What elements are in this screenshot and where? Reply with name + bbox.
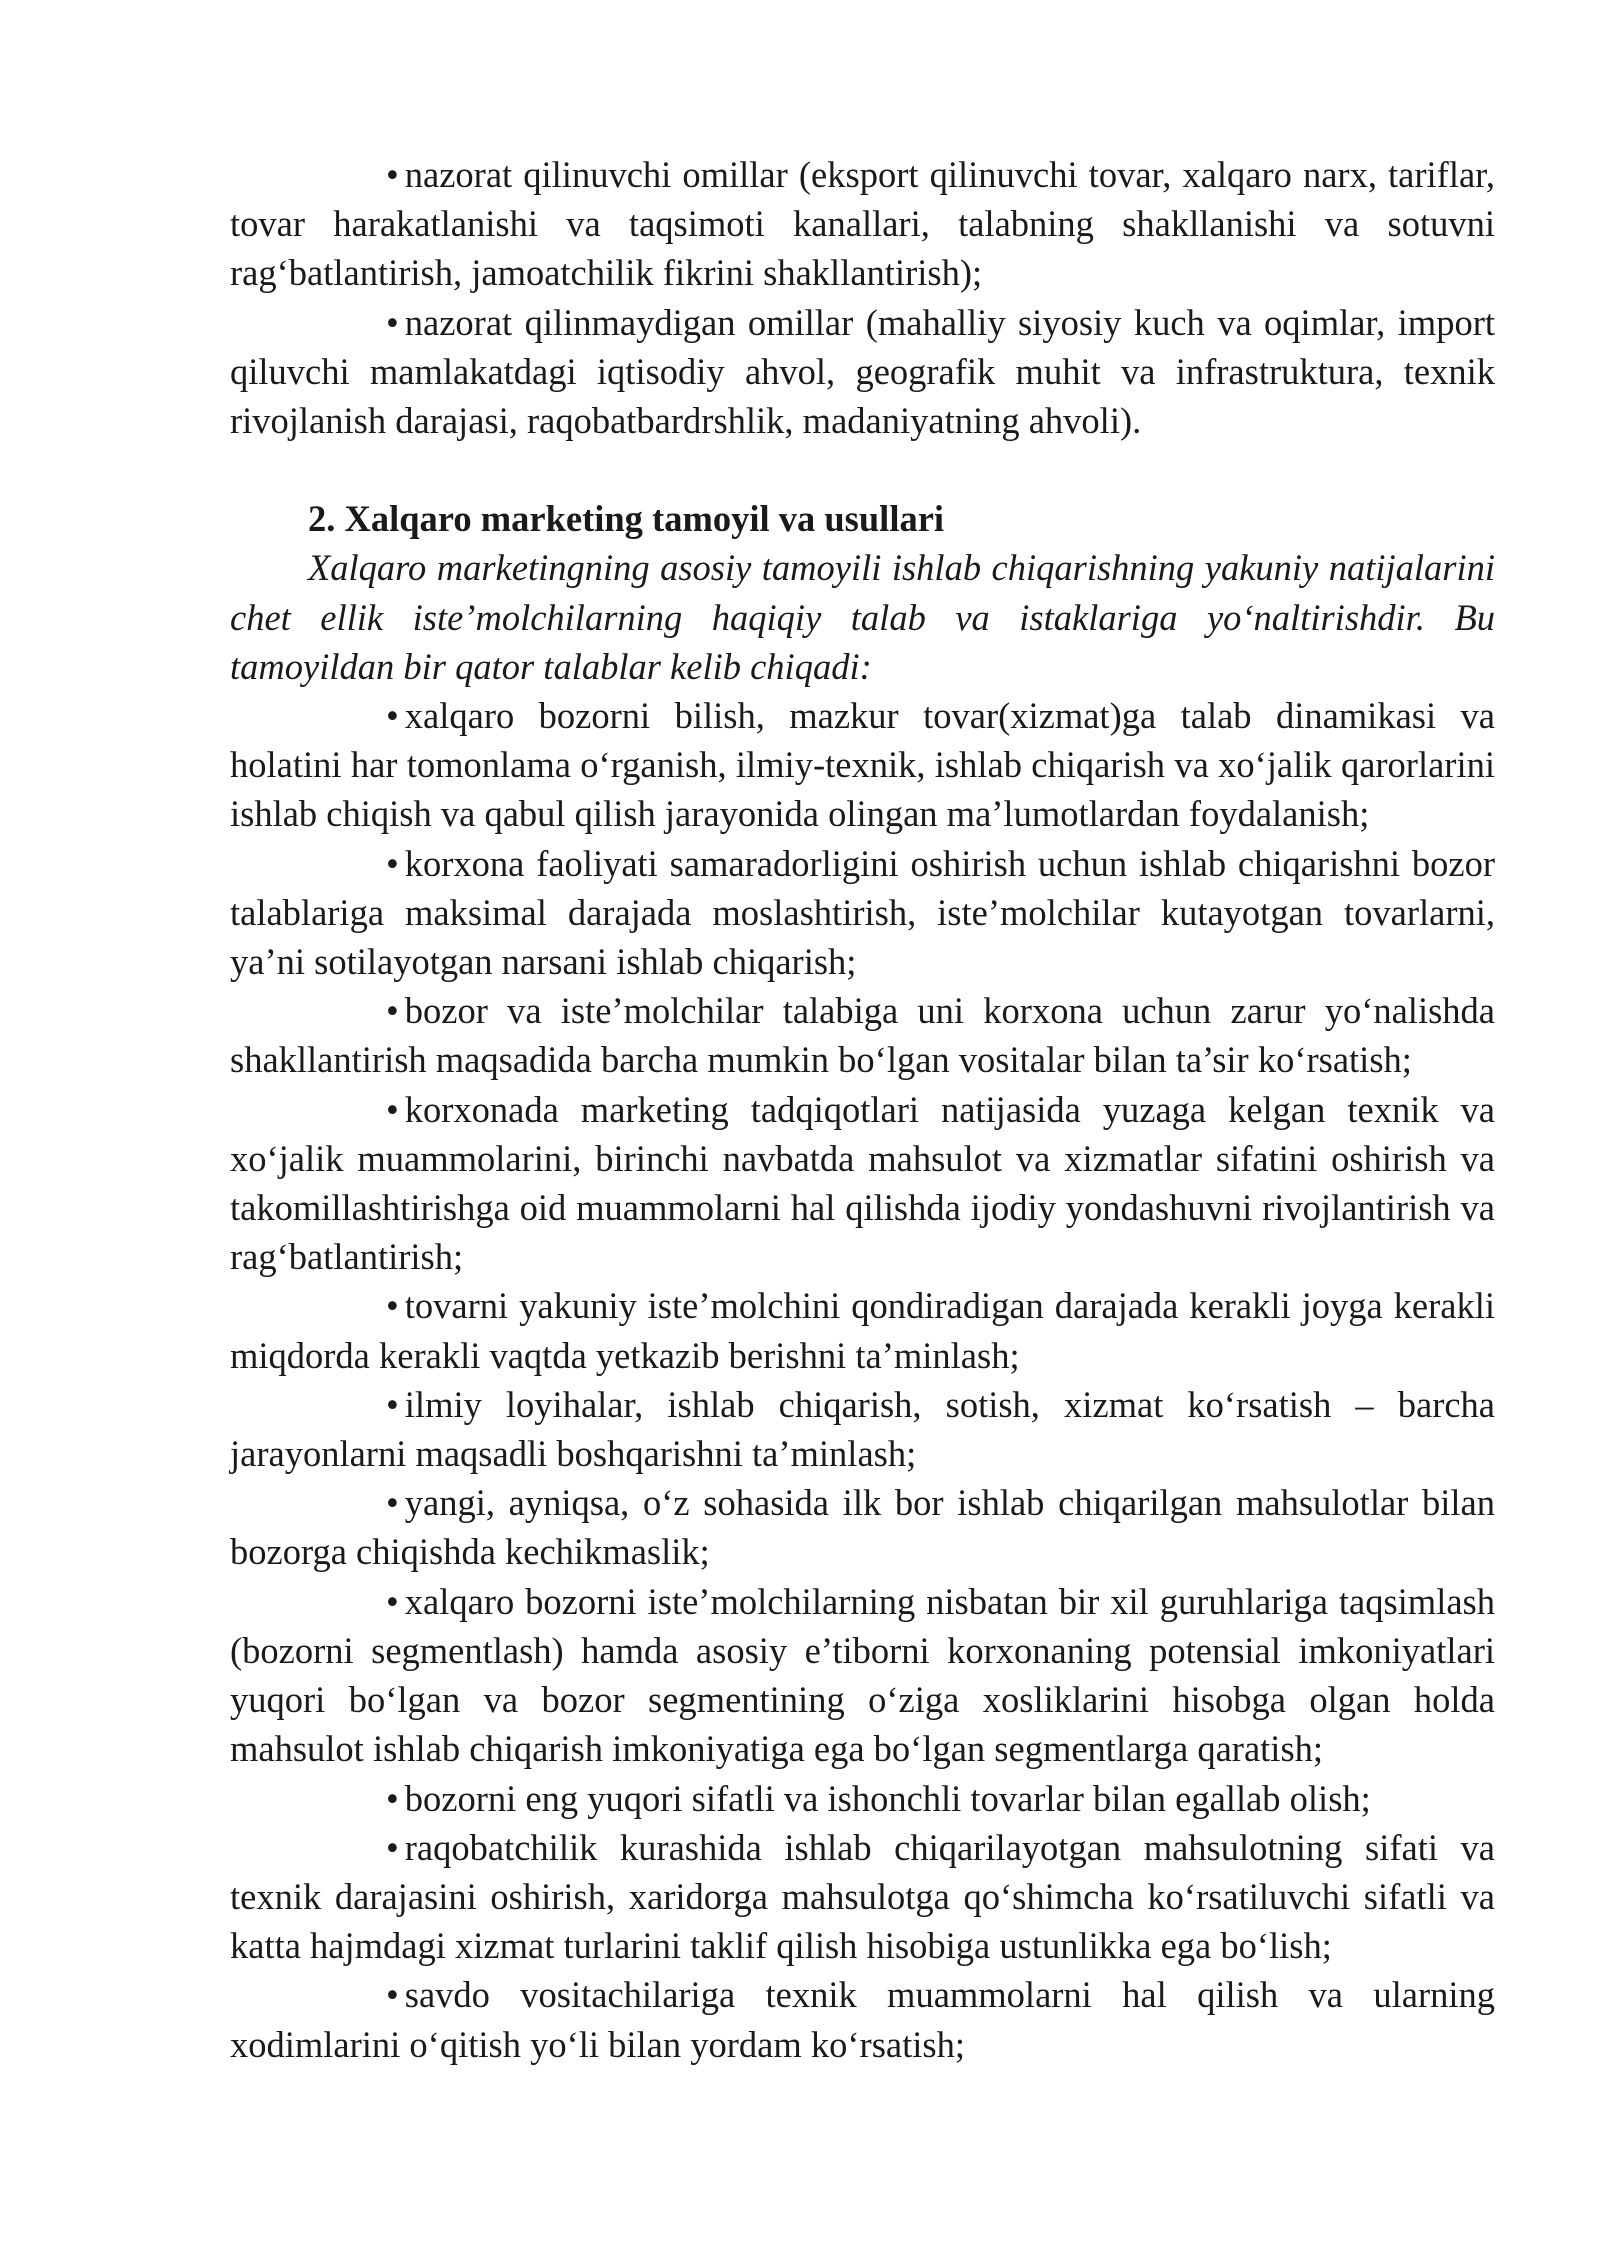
bullet-item [230, 1085, 1495, 1282]
bullet-icon: • [386, 990, 399, 1032]
bullet-item [230, 1577, 1495, 1774]
bullet-icon: • [386, 842, 399, 884]
bullet-text: tovarni yakuniy iste’molchini qondiradigan darajada kerakli joyga kerakli miqdorda kerakli vaqtda yetkazib berishni ta’minlash; [230, 1285, 1495, 1376]
bullet-text: raqobatchilik kurashida ishlab chiqarilayotgan mahsulotning sifati va texnik darajasini oshirish, xaridorga mahsulotga qo‘shimcha ko‘rsatiluvchi sifatli va katta hajmdagi xizmat turlarini taklif qilish hisobiga ustunlikka ega bo‘lish; [230, 1826, 1495, 1967]
bullet-item [230, 986, 1495, 1084]
bullet-text: korxona faoliyati samaradorligini oshirish uchun ishlab chiqarishni bozor talablariga maksimal darajada moslashtirish, iste’molchilar kutayotgan tovarlarni, ya’ni sotilayotgan narsani ishlab chiqarish; [230, 842, 1495, 983]
bullet-text: korxonada marketing tadqiqotlari natijasida yuzaga kelgan texnik va xo‘jalik muammolarini, birinchi navbatda mahsulot va xizmatlar sifatini oshirish va takomillashtirishga oid muammolarni hal qilishda ijodiy yondashuvni rivojlantirish va rag‘batlantirish; [230, 1088, 1495, 1278]
bullet-item [230, 1478, 1495, 1576]
bullet-text: xalqaro bozorni bilish, mazkur tovar(xizmat)ga talab dinamikasi va holatini har tomonlama o‘rganish, ilmiy-texnik, ishlab chiqarish va xo‘jalik qarorlarini ishlab chiqish va qabul qilish jarayonida olingan ma’lumotlardan foydalanish; [230, 695, 1495, 835]
bullet-icon: • [386, 695, 399, 737]
bullet-icon: • [386, 1580, 399, 1622]
bullet-text: xalqaro bozorni iste’molchilarning nisbatan bir xil guruhlariga taqsimlash (bozorni segmentlash) hamda asosiy e’tiborni korxonaning potensial imkoniyatlari yuqori bo‘lgan va bozor segmentining o‘ziga xosliklarini hisobga olgan holda mahsulot ishlab chiqarish imkoniyatiga ega bo‘lgan segmentlarga qaratish; [230, 1580, 1495, 1770]
bullet-item [230, 839, 1495, 987]
bullet-item [230, 1823, 1495, 1971]
bullet-icon: • [386, 301, 399, 343]
bullet-item [230, 1380, 1495, 1478]
bullet-text: nazorat qilinmaydigan omillar (mahalliy siyosiy kuch va oqimlar, import qiluvchi mamlakatdagi iqtisodiy ahvol, geografik muhit va infrastruktura, texnik rivojlanish darajasi, raqobatbardrshlik, madaniyatning ahvoli). [230, 301, 1495, 442]
bullet-text: nazorat qilinuvchi omillar (eksport qilinuvchi tovar, xalqaro narx, tariflar, tovar harakatlanishi va taqsimoti kanallari, talabning shakllanishi va sotuvni rag‘batlantirish, jamoatchilik fikrini shakllantirish); [230, 154, 1495, 294]
bullet-item [230, 1281, 1495, 1379]
bullet-icon: • [386, 1482, 399, 1524]
bullet-text: ilmiy loyihalar, ishlab chiqarish, sotish, xizmat ko‘rsatish – barcha jarayonlarni maqsadli boshqarishni ta’minlash; [230, 1383, 1495, 1475]
bullet-icon: • [386, 1777, 399, 1819]
section-intro: Xalqaro marketingning asosiy tamoyili ishlab chiqarishning yakuniy natijalarini chet ellik iste’molchilarning haqiqiy talab va istaklariga yo‘naltirishdir. Bu tamoyildan bir qator talablar kelib chiqadi: [230, 547, 1495, 687]
bullet-item [230, 1774, 1495, 1823]
section-gap [230, 445, 1495, 494]
bullet-icon: • [386, 154, 399, 195]
bullet-item [230, 150, 1495, 298]
document-page [230, 150, 1495, 2069]
bullet-item [230, 691, 1495, 839]
bullet-icon: • [386, 1088, 399, 1130]
bullet-icon: • [386, 1974, 399, 2016]
section-heading: 2. Xalqaro marketing tamoyil va usullari [308, 498, 945, 540]
bullet-icon: • [386, 1383, 399, 1425]
bullet-text: yangi, ayniqsa, o‘z sohasida ilk bor ishlab chiqarilgan mahsulotlar bilan bozorga chiqishda kechikmaslik; [230, 1482, 1495, 1573]
bullet-icon: • [386, 1285, 399, 1327]
bullet-item [230, 1970, 1495, 2068]
bullet-item [230, 298, 1495, 446]
bullet-text: bozor va iste’molchilar talabiga uni korxona uchun zarur yo‘nalishda shakllantirish maqsadida barcha mumkin bo‘lgan vositalar bilan ta’sir ko‘rsatish; [230, 990, 1495, 1081]
bullet-text: savdo vositachilariga texnik muammolarni hal qilish va ularning xodimlarini o‘qitish yo‘li bilan yordam ko‘rsatish; [230, 1974, 1495, 2065]
bullet-icon: • [386, 1826, 399, 1868]
bullet-text: bozorni eng yuqori sifatli va ishonchli tovarlar bilan egallab olish; [404, 1777, 1371, 1819]
